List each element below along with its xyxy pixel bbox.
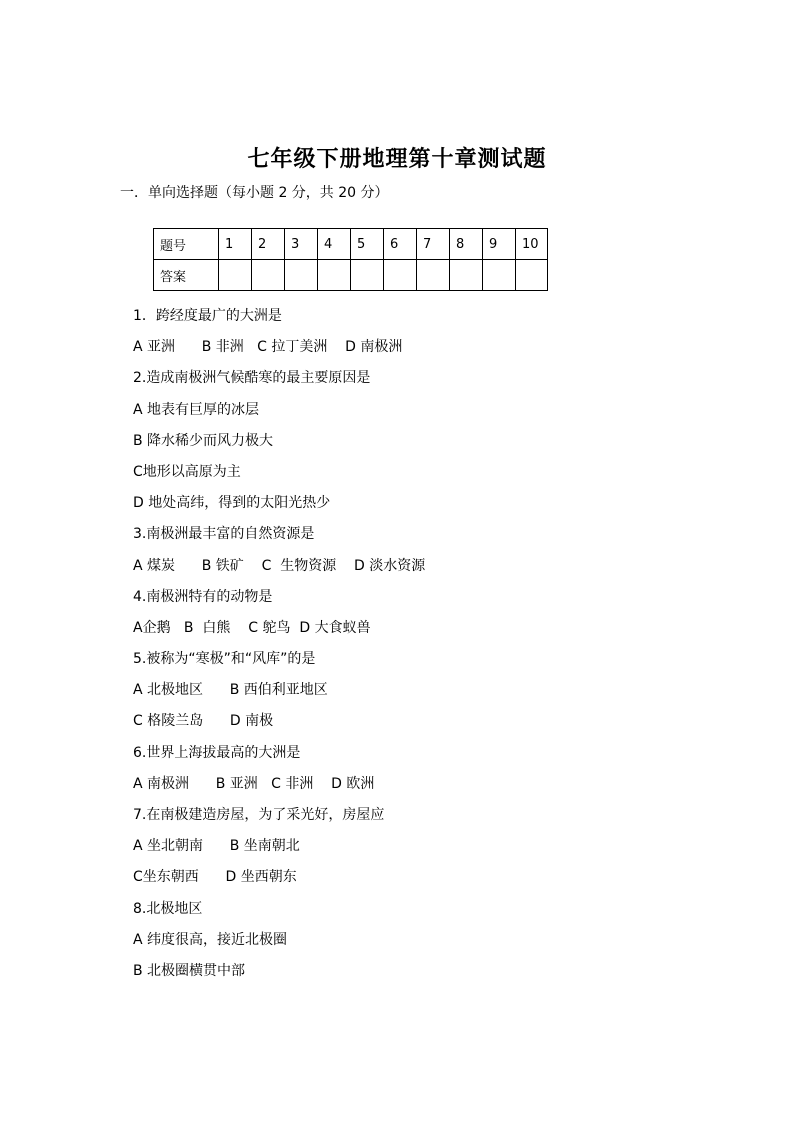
table-row-header-number: 题号 [154,229,219,260]
answer-cell [384,260,417,291]
question-8: 8.北极地区 [133,900,203,917]
question-2-option-c: C地形以高原为主 [133,463,241,480]
question-6: 6.世界上海拔最高的大洲是 [133,744,301,761]
answer-cell [516,260,548,291]
section-heading: 一．单向选择题（每小题 2 分，共 20 分） [120,185,389,201]
question-number-cell: 8 [450,229,483,260]
answer-cell [351,260,384,291]
question-number-cell: 3 [285,229,318,260]
question-7-options-cd: C坐东朝西 D 坐西朝东 [133,869,297,886]
question-1-options: A 亚洲 B 非洲 C 拉丁美洲 D 南极洲 [133,339,403,356]
question-number-cell: 4 [318,229,351,260]
question-2-option-d: D 地处高纬，得到的太阳光热少 [133,495,331,512]
table-row-numbers [154,229,548,260]
question-8-option-b: B 北极圈横贯中部 [133,962,246,979]
question-2-option-b: B 降水稀少而风力极大 [133,432,274,449]
table-row-header-answer: 答案 [154,260,219,291]
answer-cell [318,260,351,291]
answer-cell [450,260,483,291]
question-number-cell: 9 [483,229,516,260]
question-1: 1．跨经度最广的大洲是 [133,308,282,324]
answer-cell [252,260,285,291]
question-6-options: A 南极洲 B 亚洲 C 非洲 D 欧洲 [133,775,375,792]
question-3: 3.南极洲最丰富的自然资源是 [133,526,315,543]
table-row-answers [154,260,548,291]
answer-cell [219,260,252,291]
question-number-cell: 10 [516,229,548,260]
question-2-option-a: A 地表有巨厚的冰层 [133,401,260,418]
question-5: 5.被称为“寒极”和“风库”的是 [133,651,316,668]
question-number-cell: 5 [351,229,384,260]
question-number-cell: 7 [417,229,450,260]
question-2: 2.造成南极洲气候酷寒的最主要原因是 [133,370,371,387]
answer-cell [285,260,318,291]
question-8-option-a: A 纬度很高，接近北极圈 [133,931,288,948]
question-4-options: A企鹅 B 白熊 C 鸵鸟 D 大食蚁兽 [133,619,371,636]
answer-table [153,228,548,291]
question-number-cell: 6 [384,229,417,260]
question-4: 4.南极洲特有的动物是 [133,588,273,605]
question-5-options-cd: C 格陵兰岛 D 南极 [133,713,274,730]
answer-cell [417,260,450,291]
question-list [133,304,425,990]
question-3-options: A 煤炭 B 铁矿 C 生物资源 D 淡水资源 [133,557,426,574]
document-title: 七年级下册地理第十章测试题 [247,146,547,172]
question-number-cell: 2 [252,229,285,260]
question-7: 7.在南极建造房屋，为了采光好，房屋应 [133,807,385,823]
question-7-options-ab: A 坐北朝南 B 坐南朝北 [133,838,300,855]
answer-cell [483,260,516,291]
question-number-cell: 1 [219,229,252,260]
question-5-options-ab: A 北极地区 B 西伯利亚地区 [133,682,328,699]
